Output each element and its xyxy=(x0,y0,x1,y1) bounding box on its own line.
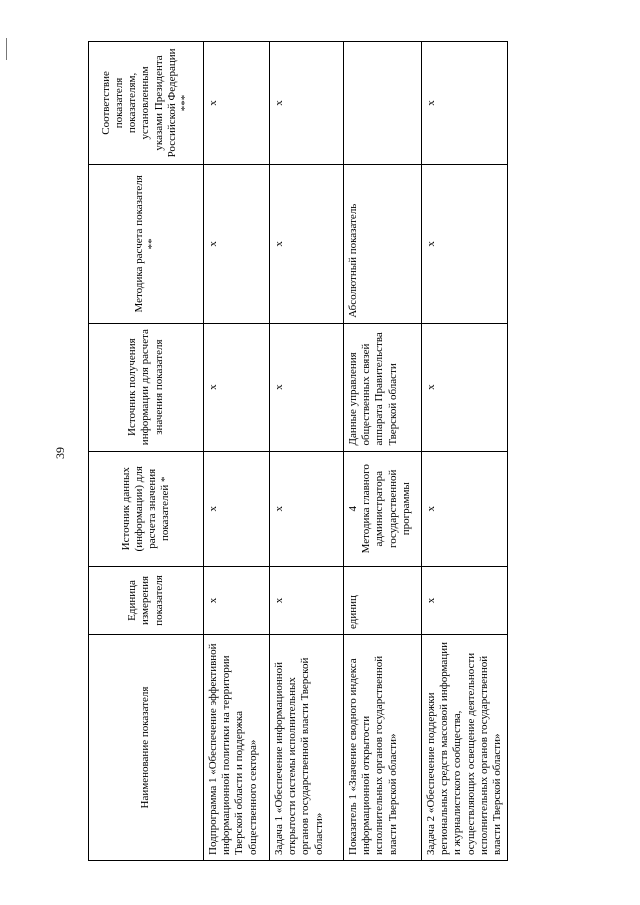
cell-compliance: x xyxy=(270,42,344,165)
source-number: 4 xyxy=(347,506,359,512)
margin-mark xyxy=(6,38,7,60)
cell-method: Абсолютный показатель xyxy=(344,164,422,323)
cell-name: Задача 2 «Обеспечение поддержки региональных средств массовой информации и журналистского сообщества, осуществляющих освещение деятельности исполнительных органов государственной власти Тверской области» xyxy=(422,634,508,860)
cell-source: x xyxy=(422,451,508,566)
header-data-source: Источник данных (информации) для расчета значения показателей * xyxy=(89,451,204,566)
source-text: Методика главного администратора государственной программы xyxy=(360,464,412,554)
table-row xyxy=(270,42,344,861)
table-row xyxy=(344,42,422,861)
header-info-origin: Источник получения информации для расчета значения показателя xyxy=(89,323,204,451)
cell-compliance: x xyxy=(204,42,270,165)
cell-name: Показатель 1 «Значение сводного индекса информационной открытости исполнительных органов государственной власти Тверской области» xyxy=(344,634,422,860)
cell-unit: x xyxy=(422,566,508,634)
header-unit: Единица измерения показателя xyxy=(89,566,204,634)
cell-method: x xyxy=(422,164,508,323)
table-row xyxy=(204,42,270,861)
cell-unit: единиц xyxy=(344,566,422,634)
cell-compliance: x xyxy=(422,42,508,165)
cell-source: x xyxy=(270,451,344,566)
cell-method: x xyxy=(270,164,344,323)
cell-origin: x xyxy=(204,323,270,451)
cell-name: Подпрограмма 1 «Обеспечение эффективной информационной политики на территории Тверской области и поддержка общественного сектора» xyxy=(204,634,270,860)
cell-source: x xyxy=(204,451,270,566)
page-number: 39 xyxy=(53,447,67,459)
cell-origin: Данные управления общественных связей аппарата Правительства Тверской области xyxy=(344,323,422,451)
table-row xyxy=(422,42,508,861)
header-indicator-name: Наименование показателя xyxy=(89,634,204,860)
rotated-table-wrapper xyxy=(88,41,503,861)
cell-origin: x xyxy=(270,323,344,451)
header-compliance: Соответствие показателя показателям, установленным указами Президента Российской Федерации *** xyxy=(89,42,204,165)
cell-unit: x xyxy=(204,566,270,634)
table-header-row xyxy=(89,42,204,861)
cell-unit: x xyxy=(270,566,344,634)
cell-origin: x xyxy=(422,323,508,451)
cell-method: x xyxy=(204,164,270,323)
cell-compliance xyxy=(344,42,422,165)
header-method: Методика расчета показателя ** xyxy=(89,164,204,323)
cell-name: Задача 1 «Обеспечение информационной открытости системы исполнительных органов государственной власти Тверской области» xyxy=(270,634,344,860)
indicators-table xyxy=(88,41,508,861)
cell-source xyxy=(344,451,422,566)
